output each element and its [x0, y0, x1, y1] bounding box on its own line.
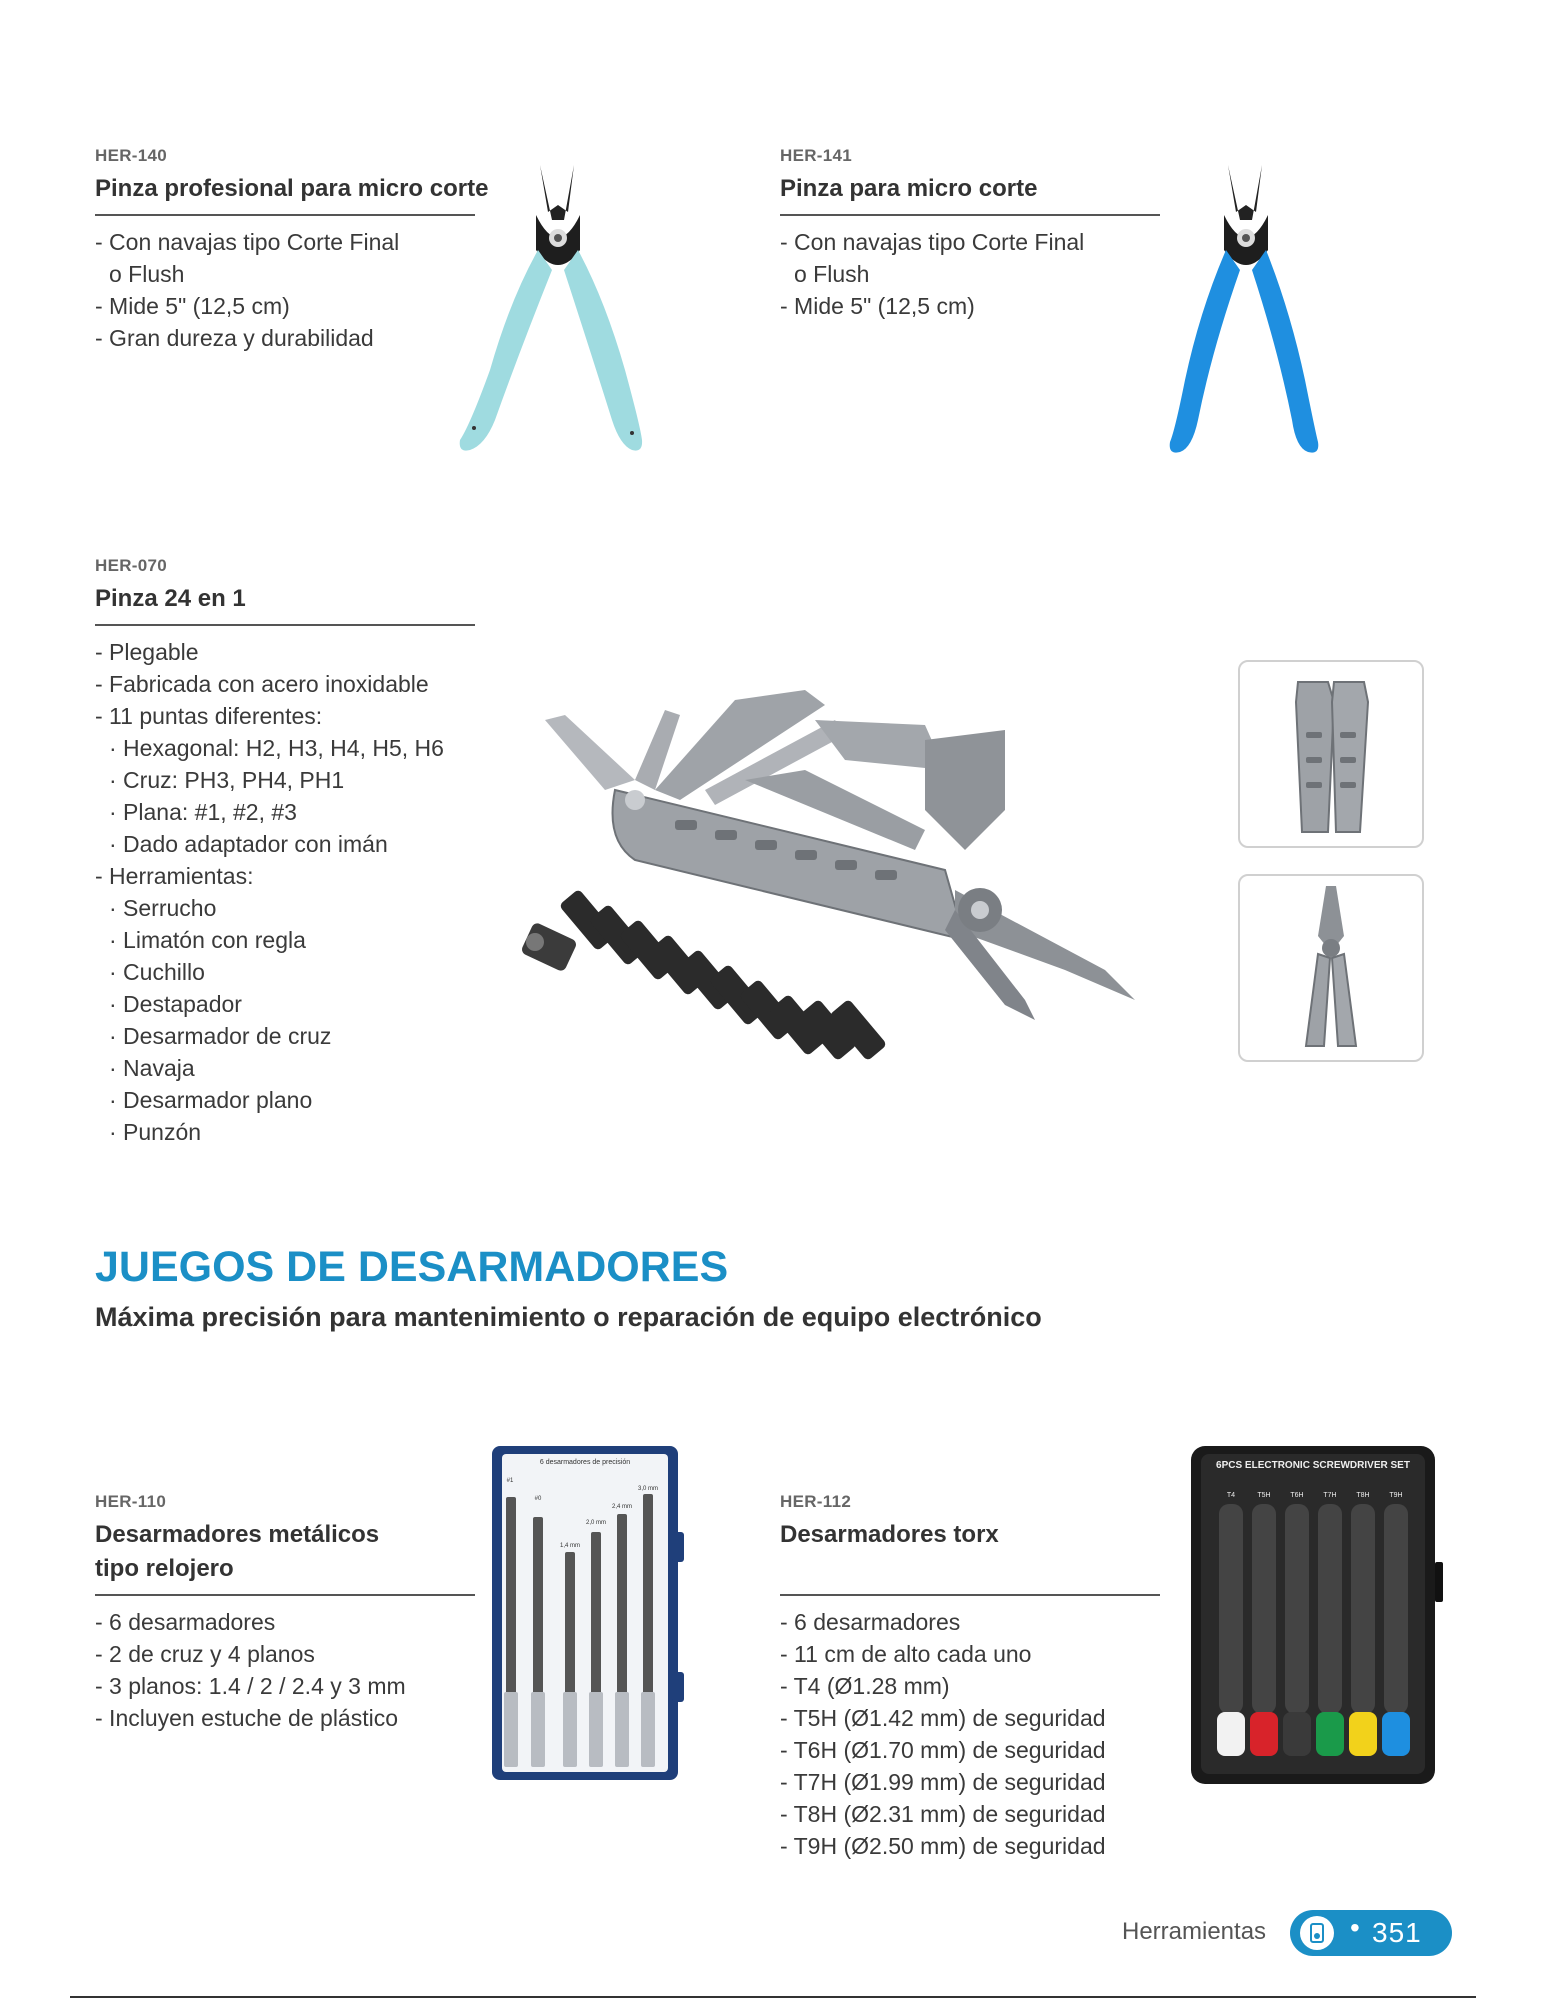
feature-item: - Con navajas tipo Corte Final — [95, 229, 400, 255]
feature-item: - 6 desarmadores — [780, 1609, 961, 1635]
feature-item: · Dado adaptador con imán — [109, 831, 388, 857]
feature-item: - T7H (Ø1.99 mm) de seguridad — [780, 1769, 1106, 1795]
case-label: T8H — [1356, 1492, 1370, 1499]
torx-screwdriver-case-image — [1185, 1442, 1447, 1788]
plier-blue-image — [1130, 150, 1350, 460]
precision-screwdriver-case-image — [488, 1442, 688, 1784]
feature-item: - T9H (Ø2.50 mm) de seguridad — [780, 1833, 1106, 1859]
product-her-140 — [95, 146, 489, 354]
feature-item: - Herramientas: — [95, 863, 254, 889]
feature-item: - T5H (Ø1.42 mm) de seguridad — [780, 1705, 1106, 1731]
feature-item: - Con navajas tipo Corte Final — [780, 229, 1085, 255]
case-label: 3,0 mm — [637, 1486, 659, 1492]
product-her-110 — [95, 1492, 475, 1734]
feature-item: - T8H (Ø2.31 mm) de seguridad — [780, 1801, 1106, 1827]
case-header-text: 6 desarmadores de precisión — [539, 1459, 631, 1466]
product-her-070 — [95, 556, 475, 1148]
feature-item: - T4 (Ø1.28 mm) — [780, 1673, 950, 1699]
feature-item: - 11 cm de alto cada uno — [780, 1641, 1032, 1667]
feature-item: · Cuchillo — [109, 959, 205, 985]
section-subtitle: Máxima precisión para mantenimiento o reparación de equipo electrónico — [95, 1302, 1042, 1332]
multitool-closed-icon — [1240, 662, 1422, 846]
case-label: T5H — [1257, 1492, 1271, 1499]
feature-item: · Cruz: PH3, PH4, PH1 — [109, 767, 345, 793]
case-label: T6H — [1290, 1492, 1304, 1499]
feature-list — [95, 226, 475, 354]
feature-item: - 6 desarmadores — [95, 1609, 276, 1635]
case-label: 2,0 mm — [585, 1520, 607, 1526]
product-code: HER-112 — [780, 1492, 852, 1511]
feature-item: - Plegable — [95, 639, 199, 665]
footer-section-label: Herramientas — [1122, 1918, 1267, 1945]
title-divider — [95, 214, 475, 216]
feature-item: - Incluyen estuche de plástico — [95, 1705, 399, 1731]
feature-item: - Mide 5" (12,5 cm) — [780, 293, 975, 319]
product-her-141 — [780, 146, 1160, 322]
feature-item: · Destapador — [109, 991, 242, 1017]
product-code: HER-141 — [780, 146, 853, 165]
feature-item: · Plana: #1, #2, #3 — [109, 799, 297, 825]
case-label: 2,4 mm — [611, 1504, 633, 1510]
feature-list — [95, 636, 475, 1148]
product-code: HER-140 — [95, 146, 168, 165]
catalog-logo-icon — [1300, 1916, 1334, 1950]
case-label: T9H — [1389, 1492, 1403, 1499]
multitool-open-icon — [1240, 876, 1422, 1060]
feature-item: o Flush — [109, 261, 185, 287]
footer-bullet: • — [1350, 1912, 1360, 1943]
plier-light-image — [440, 150, 680, 460]
feature-item: · Desarmador plano — [109, 1087, 313, 1113]
product-title: Pinza profesional para micro corte — [95, 175, 489, 202]
feature-item: o Flush — [794, 261, 870, 287]
product-title: Pinza para micro corte — [780, 175, 1038, 202]
product-code: HER-070 — [95, 556, 168, 575]
title-divider — [780, 214, 1160, 216]
feature-item: · Punzón — [109, 1119, 202, 1145]
page-number-badge — [1290, 1910, 1452, 1956]
title-divider — [95, 1594, 475, 1596]
case-label: T4 — [1226, 1492, 1236, 1499]
case-label: T7H — [1323, 1492, 1337, 1499]
feature-item: · Navaja — [109, 1055, 195, 1081]
feature-item: · Desarmador de cruz — [109, 1023, 332, 1049]
feature-item: - T6H (Ø1.70 mm) de seguridad — [780, 1737, 1106, 1763]
feature-list — [95, 1606, 475, 1734]
multitool-thumbnail-closed — [1238, 660, 1424, 848]
feature-item: - Mide 5" (12,5 cm) — [95, 293, 290, 319]
page-bottom-rule — [70, 1996, 1476, 1998]
case-label: #1 — [506, 1478, 514, 1484]
section-title: JUEGOS DE DESARMADORES — [95, 1243, 729, 1291]
feature-item: - 2 de cruz y 4 planos — [95, 1641, 315, 1667]
case-header-text: 6PCS ELECTRONIC SCREWDRIVER SET — [1216, 1460, 1410, 1471]
feature-list — [780, 1606, 1160, 1862]
product-code: HER-110 — [95, 1492, 167, 1511]
feature-list — [780, 226, 1160, 322]
case-label: 1,4 mm — [559, 1543, 581, 1549]
feature-item: - 3 planos: 1.4 / 2 / 2.4 y 3 mm — [95, 1673, 406, 1699]
title-divider — [780, 1594, 1160, 1596]
feature-item: - 11 puntas diferentes: — [95, 703, 323, 729]
product-title: Desarmadores metálicos tipo relojero — [95, 1521, 380, 1582]
multitool-thumbnail-open — [1238, 874, 1424, 1062]
multitool-image — [505, 680, 1185, 1080]
feature-item: · Limatón con regla — [109, 927, 306, 953]
title-divider — [95, 624, 475, 626]
product-her-112 — [780, 1492, 1160, 1862]
product-title: Desarmadores torx — [780, 1521, 999, 1548]
page-number: 351 — [1372, 1917, 1422, 1948]
feature-item: - Gran dureza y durabilidad — [95, 325, 374, 351]
feature-item: · Serrucho — [109, 895, 217, 921]
case-label: #0 — [534, 1496, 542, 1502]
product-title: Pinza 24 en 1 — [95, 585, 246, 612]
feature-item: - Fabricada con acero inoxidable — [95, 671, 429, 697]
feature-item: · Hexagonal: H2, H3, H4, H5, H6 — [109, 735, 444, 761]
